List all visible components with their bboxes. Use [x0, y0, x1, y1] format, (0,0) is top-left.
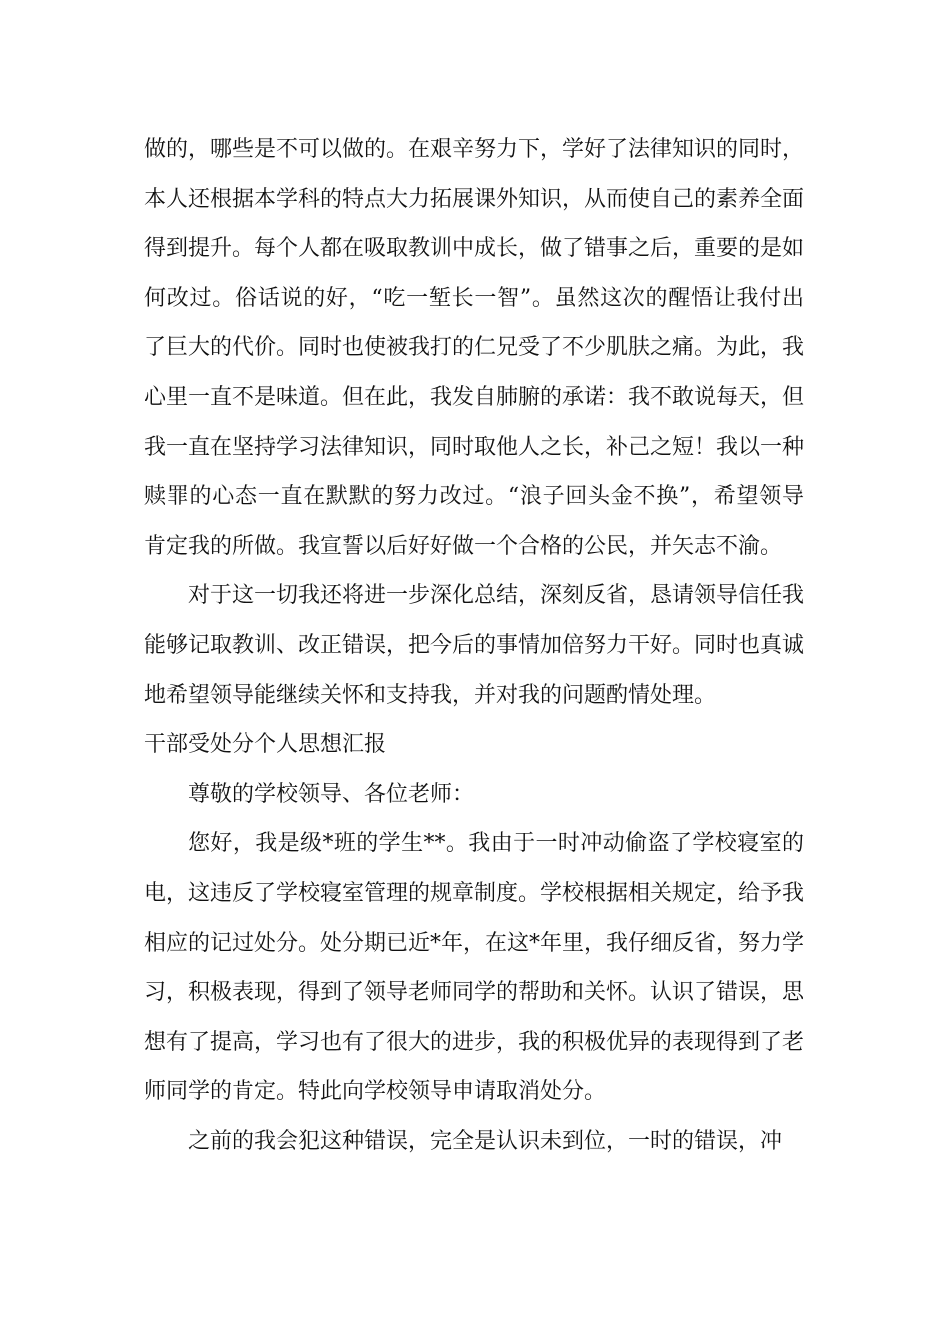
document-body	[144, 125, 804, 1166]
section-heading: 干部受处分个人思想汇报	[144, 732, 387, 758]
paragraph-continuation: 做的，哪些是不可以做的。在艰辛努力下，学好了法律知识的同时，本人还根据本学科的特点大力拓展课外知识，从而使自己的素养全面得到提升。每个人都在吸取教训中成长，做了错事之后，重要的是如何改过。俗话说的好，“吃一堑长一智”。虽然这次的醒悟让我付出了巨大的代价。同时也使被我打的仁兄受了不少肌肤之痛。为此，我心里一直不是味道。但在此，我发自肺腑的承诺：我不敢说每天，但我一直在坚持学习法律知识，同时取他人之长，补己之短！我以一种赎罪的心态一直在默默的努力改过。“浪子回头金不换”，希望领导肯定我的所做。我宣誓以后好好做一个合格的公民，并矢志不渝。	[144, 137, 805, 559]
salutation: 尊敬的学校领导、各位老师：	[188, 781, 475, 807]
paragraph-reflection: 之前的我会犯这种错误，完全是认识未到位，一时的错误，冲	[188, 1128, 783, 1154]
paragraph-introduction: 您好，我是级*班的学生**。我由于一时冲动偷盗了学校寝室的电，这违反了学校寝室管理的规章制度。学校根据相关规定，给予我相应的记过处分。处分期已近*年，在这*年里，我仔细反省，努力学习，积极表现，得到了领导老师同学的帮助和关怀。认识了错误，思想有了提高，学习也有了很大的进步，我的积极优异的表现得到了老师同学的肯定。特此向学校领导申请取消处分。	[144, 831, 805, 1105]
paragraph-closing-request: 对于这一切我还将进一步深化总结，深刻反省，恳请领导信任我能够记取教训、改正错误，把今后的事情加倍努力干好。同时也真诚地希望领导能继续关怀和支持我，并对我的问题酌情处理。	[144, 583, 805, 708]
